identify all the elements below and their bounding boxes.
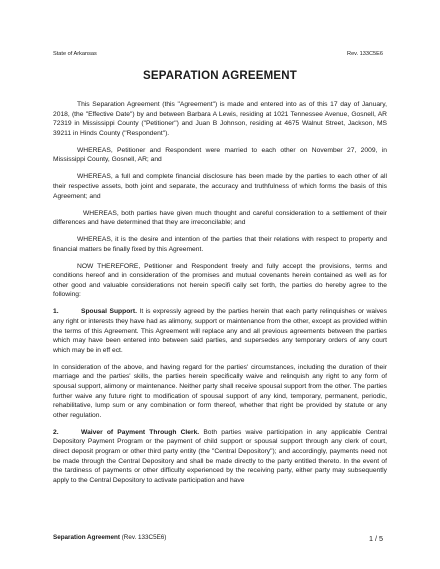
header-revision: Rev. 133C5E6 [347,51,383,57]
document-body [53,100,387,493]
section-1-title: Spousal Support. [81,308,137,316]
section-2-title: Waiver of Payment Through Clerk. [81,428,200,436]
section-2-number: 2. [53,428,59,436]
section-1-continuation: In consideration of the above, and having regard for the parties' circumstances, including the duration of their marriage and the parties' skills, the parties herein specifically waive and relinquish any right to any form of spousal support, alimony or maintenance. Neither party shall receive spousal support from the other. The parties further waive any future right to modification of spousal support of any kind, temporary, permanent, periodic, rehabilitative, lump sum or any combination or form thereof, whether that right be provided by statute or any other regulation. [53,363,387,419]
whereas-disclosure: WHEREAS, a full and complete financial disclosure has been made by the parties to each other of all their respective assets, both joint and separate, the accuracy and truthfulness of which forms the basis of this Agreement; and [53,173,387,200]
section-2-text: Both parties waive participation in any applicable Central Depository Payment Program or the payment of child support or spousal support through any clerk of court, direct deposit program or other third party entity (the "Central Depository"); and accordingly, payments need not be made through the Central Depository and shall be made directly to the party entitled thereto. In the event of the tardiness of payments or other difficulty experienced by the receiving party, either party may subsequently apply to the Central Depository to activate participation and have [53,428,387,484]
document-title: SEPARATION AGREEMENT [143,70,297,82]
now-therefore-paragraph: NOW THEREFORE, Petitioner and Respondent freely and fully accept the provisions, terms and conditions hereof and in consideration of the promises and mutual covenants herein contained as well as for other good and valuable considerations not herein specifi cally set forth, the parties do hereby agree to the following: [53,262,387,299]
section-1-text: It is expressly agreed by the parties herein that each party relinquishes or waives any right or interests they have had as alimony, support or maintenance from the other, except as provided within the terms of this Agreement. This Agreement will replace any and all previous agreements between the parties which may have been entered into between said parties, and supersedes any temporary orders of any court which may be in eff ect. [53,308,387,354]
header-state: State of Arkansas [53,51,97,57]
section-spousal-support [53,307,387,355]
section-waiver-payment [53,428,387,486]
intro-paragraph: This Separation Agreement (this "Agreement") is made and entered into as of this 17 day of January, 2018, (the "Effective Date") by and between Barbara A Lewis, residing at 1021 Tennessee Avenue, Gosnell, AR 72319 in Mississippi County ("Petitioner") and Juan B Johnson, residing at 4675 Walnut Street, Jackson, MS 39211 in Hinds County ("Respondent"). [53,101,387,137]
footer-revision: (Rev. 133C5E6) [119,534,167,541]
page-number: 1 / 5 [369,534,383,543]
section-1-number: 1. [53,308,59,316]
whereas-intention: WHEREAS, it is the desire and intention of the parties that their relations with respect to property and financial matters be finally fixed by this Agreement. [53,236,387,253]
page-footer [53,534,383,541]
whereas-irreconcilable: WHEREAS, both parties have given much thought and careful consideration to a settlement of their differences and have determined that they are irreconcilable; and [53,209,387,227]
whereas-marriage: WHEREAS, Petitioner and Respondent were married to each other on November 27, 2009, in Mississippi County, Gosnell, AR; and [53,146,387,164]
footer-document-label: Separation Agreement [53,534,120,541]
